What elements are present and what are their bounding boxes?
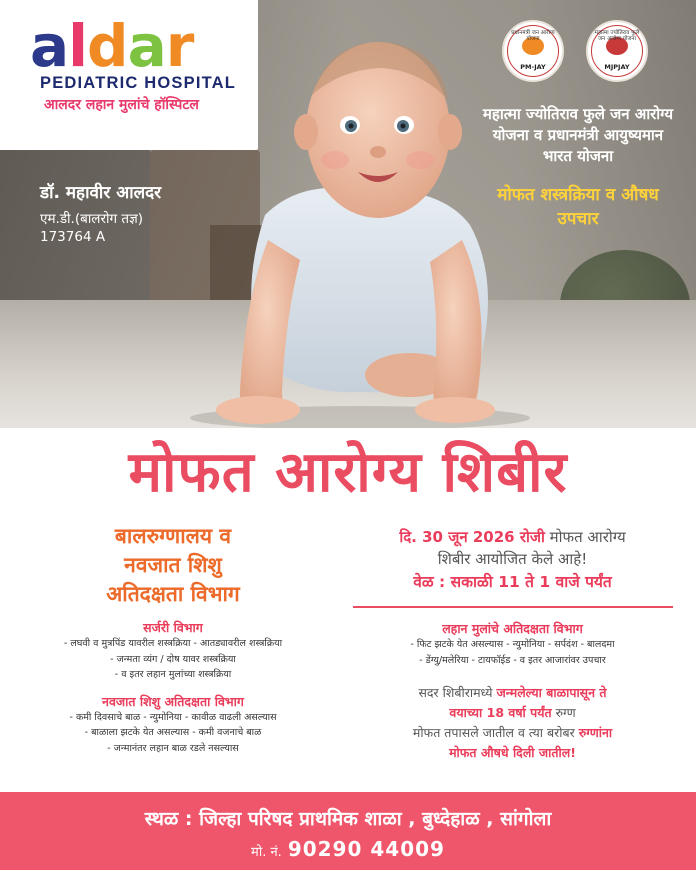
scheme-text: महात्मा ज्योतिराव फुले जन आरोग्य योजना व प्रधानमंत्री आयुष्यमान भारत योजना [482, 105, 674, 165]
left-column [0, 522, 346, 756]
right-column [345, 526, 680, 763]
organized-text: शिबीर आयोजित केले आहे! [437, 550, 588, 568]
logo-marathi-name: आलदर लहान मुलांचे हॉस्पिटल [44, 97, 199, 113]
icu-heading: लहान मुलांचे अतिदक्षता विभाग [442, 620, 583, 636]
camp-title: मोफत आरोग्य शिबीर [128, 440, 568, 505]
notice-text: रुग्ण [551, 704, 576, 720]
notice-highlight: जन्मलेल्या बाळापासून ते [496, 684, 607, 700]
notice-highlight: रुग्णांना [578, 724, 613, 740]
badge-caption: MJPJAY [604, 63, 630, 71]
doctor-name: डॉ. महावीर आलदर [40, 183, 162, 203]
logo-letter: a [127, 12, 166, 80]
phone-label: मो. नं. [251, 845, 282, 860]
logo-letter: r [165, 12, 194, 80]
logo-letter: l [68, 12, 88, 80]
doctor-registration: 173764 A [40, 229, 106, 245]
phone-line [0, 837, 696, 861]
date-highlight: दि. 30 जून 2026 रोजी [399, 528, 545, 546]
list-item: - व इतर लहान मुलांच्या शस्त्रक्रिया [114, 669, 232, 680]
list-item: - जन्मता व्यंग / दोष यावर शस्त्रक्रिया [110, 653, 236, 665]
notice-text: मोफत तपासले जातील व त्या बरोबर [412, 724, 579, 740]
notice-highlight: मोफत औषधे दिली जातील! [449, 744, 576, 760]
venue-text: स्थळ : जिल्हा परिषद प्राथमिक शाळा , बुध्देहाळ , सांगोला [144, 808, 552, 830]
mjpjay-badge [586, 20, 648, 82]
notice-text: सदर शिबीरामध्ये [418, 684, 497, 700]
logo-letter: a [30, 12, 69, 80]
footer-bar [0, 792, 696, 870]
free-surgery-highlight: मोफत शस्त्रक्रिया व औषध उपचार [497, 185, 659, 229]
phone-number[interactable]: 90290 44009 [287, 837, 445, 861]
pmjay-badge [502, 20, 564, 82]
dept-title-line: नवजात शिशु [124, 553, 222, 577]
dept-title-line: बालरुग्णालय व [114, 524, 232, 548]
dept-title-line: अतिदक्षता विभाग [106, 582, 240, 606]
newborn-heading: नवजात शिशु अतिदक्षता विभाग [102, 693, 244, 709]
camp-organized-line [345, 548, 680, 570]
list-item: - लघवी व मुत्रपिंड यावरील शस्त्रक्रिया - आतड्यावरील शस्त्रक्रिया [63, 638, 283, 649]
list-item: - फिट झटके येत असल्यास - न्युमोनिया - सर्पदंश - बालदमा [410, 638, 615, 650]
divider [353, 606, 673, 608]
logo-wordmark [30, 12, 258, 80]
badge-top-text: महात्मा ज्योतिराव फुले जन आरोग्य योजना [594, 30, 640, 42]
eligibility-notice [345, 683, 680, 763]
list-item: - जन्मानंतर लहान बाळ रडले नसल्यास [107, 742, 239, 754]
badge-top-text: प्रधानमंत्री जन आरोग्य योजना [511, 30, 555, 42]
doctor-degree: एम.डी.(बालरोग तज्ञ) [40, 211, 143, 227]
logo-subtitle: PEDIATRIC HOSPITAL [40, 74, 237, 92]
surgery-heading: सर्जरी विभाग [143, 620, 203, 635]
hospital-logo [0, 0, 258, 150]
logo-letter: d [87, 12, 128, 80]
badge-caption: PM-JAY [520, 63, 546, 71]
camp-date [345, 526, 680, 548]
hero-photo [0, 0, 696, 428]
camp-time: वेळ : सकाळी 11 ते 1 वाजे पर्यंत [413, 573, 612, 591]
list-item: - कमी दिवसाचे बाळ - न्युमोनिया - कावीळ वाढली असल्यास [69, 711, 277, 723]
notice-highlight: वयाच्या 18 वर्षा पर्यंत [449, 704, 552, 720]
list-item: - डेंग्यु/मलेरिया - टायफॉईड - व इतर आजारांवर उपचार [419, 654, 606, 666]
doctor-info [40, 180, 161, 245]
list-item: - बाळाला झटके येत असल्यास - कमी वजनाचे बाळ [84, 727, 262, 738]
date-rest: मोफत आरोग्य [544, 528, 626, 546]
